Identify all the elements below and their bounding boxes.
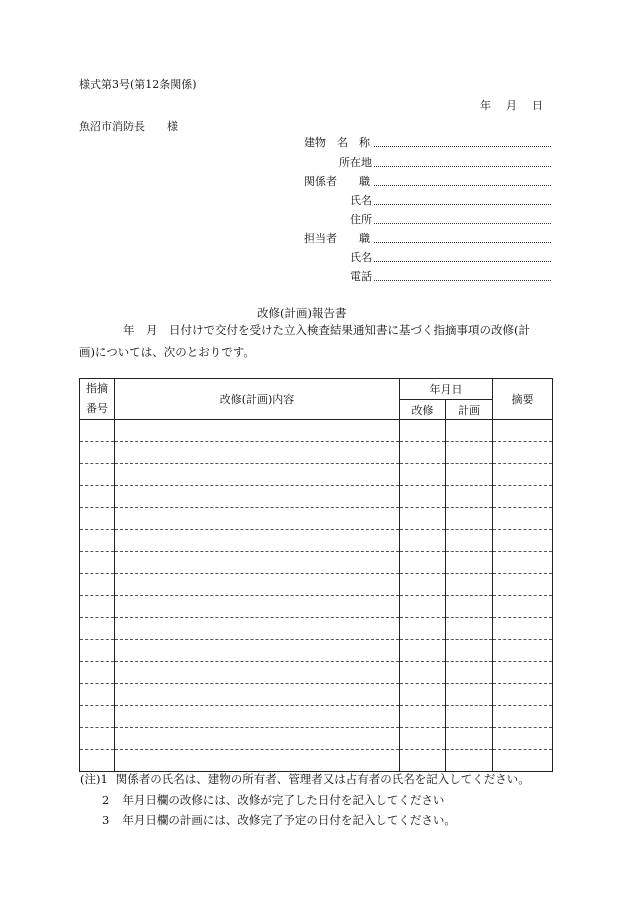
remarks-cell[interactable] (493, 662, 553, 684)
remarks-cell[interactable] (493, 486, 553, 508)
remarks-cell[interactable] (493, 552, 553, 574)
repair-date-cell[interactable] (400, 750, 446, 772)
col-header-date-repair: 改修 (400, 400, 446, 420)
remarks-cell[interactable] (493, 706, 553, 728)
number-cell[interactable] (80, 508, 115, 530)
remarks-cell[interactable] (493, 640, 553, 662)
number-cell[interactable] (80, 706, 115, 728)
plan-date-cell[interactable] (446, 596, 493, 618)
field-line-owner-address[interactable] (374, 223, 551, 224)
content-cell[interactable] (115, 508, 400, 530)
field-line-owner-title[interactable] (374, 185, 551, 186)
table-row (80, 596, 553, 618)
number-cell[interactable] (80, 662, 115, 684)
repair-date-cell[interactable] (400, 728, 446, 750)
plan-date-cell[interactable] (446, 486, 493, 508)
col-header-remarks: 摘要 (493, 379, 553, 420)
plan-date-cell[interactable] (446, 706, 493, 728)
col-header-date-group: 年月日 (400, 379, 493, 400)
table-row (80, 684, 553, 706)
content-cell[interactable] (115, 684, 400, 706)
remarks-cell[interactable] (493, 442, 553, 464)
date-line: 年 月 日 (480, 99, 545, 112)
plan-date-cell[interactable] (446, 530, 493, 552)
content-cell[interactable] (115, 706, 400, 728)
repair-date-cell[interactable] (400, 596, 446, 618)
content-cell[interactable] (115, 750, 400, 772)
plan-date-cell[interactable] (446, 574, 493, 596)
number-cell[interactable] (80, 420, 115, 442)
table-row (80, 640, 553, 662)
repair-date-cell[interactable] (400, 618, 446, 640)
repair-date-cell[interactable] (400, 640, 446, 662)
content-cell[interactable] (115, 596, 400, 618)
col-header-date-plan: 計画 (446, 400, 493, 420)
content-cell[interactable] (115, 640, 400, 662)
number-cell[interactable] (80, 618, 115, 640)
plan-date-cell[interactable] (446, 618, 493, 640)
table-row (80, 574, 553, 596)
field-label-owner-title: 関係者 職 (304, 175, 370, 188)
table-row (80, 728, 553, 750)
field-line-contact-title[interactable] (374, 242, 551, 243)
content-cell[interactable] (115, 442, 400, 464)
field-line-building-name[interactable] (374, 146, 551, 147)
note-2: 2 年月日欄の改修には、改修が完了した日付を記入してください (102, 793, 445, 807)
table-row (80, 530, 553, 552)
content-cell[interactable] (115, 464, 400, 486)
number-cell[interactable] (80, 596, 115, 618)
remarks-cell[interactable] (493, 464, 553, 486)
field-label-contact-title: 担当者 職 (304, 232, 370, 245)
table-row (80, 662, 553, 684)
plan-date-cell[interactable] (446, 464, 493, 486)
repair-date-cell[interactable] (400, 486, 446, 508)
body-line-2: 画)については、次のとおりです。 (79, 345, 255, 359)
number-cell[interactable] (80, 442, 115, 464)
remarks-cell[interactable] (493, 420, 553, 442)
plan-date-cell[interactable] (446, 684, 493, 706)
field-line-location[interactable] (374, 166, 551, 167)
number-cell[interactable] (80, 750, 115, 772)
content-cell[interactable] (115, 530, 400, 552)
table-row (80, 618, 553, 640)
number-cell[interactable] (80, 486, 115, 508)
content-cell[interactable] (115, 618, 400, 640)
field-label-owner-address: 住所 (350, 213, 372, 226)
field-line-owner-name[interactable] (374, 204, 551, 205)
plan-date-cell[interactable] (446, 552, 493, 574)
body-line-1: 年 月 日付けで交付を受けた立入検査結果通知書に基づく指摘事項の改修(計 (123, 323, 530, 337)
table-row (80, 552, 553, 574)
field-line-contact-phone[interactable] (374, 280, 551, 281)
content-cell[interactable] (115, 420, 400, 442)
note-1: (注)1 関係者の氏名は、建物の所有者、管理者又は占有者の氏名を記入してください。 (80, 772, 530, 786)
repair-date-cell[interactable] (400, 574, 446, 596)
remarks-cell[interactable] (493, 750, 553, 772)
table-row (80, 508, 553, 530)
plan-date-cell[interactable] (446, 750, 493, 772)
form-code: 様式第3号(第12条関係) (79, 78, 197, 91)
field-label-location: 所在地 (339, 156, 372, 169)
plan-date-cell[interactable] (446, 420, 493, 442)
number-cell[interactable] (80, 684, 115, 706)
plan-date-cell[interactable] (446, 442, 493, 464)
report-table-body (80, 420, 553, 772)
repair-date-cell[interactable] (400, 552, 446, 574)
table-row (80, 486, 553, 508)
content-cell[interactable] (115, 574, 400, 596)
plan-date-cell[interactable] (446, 662, 493, 684)
body-paragraph (79, 319, 549, 363)
repair-date-cell[interactable] (400, 464, 446, 486)
number-cell[interactable] (80, 728, 115, 750)
remarks-cell[interactable] (493, 596, 553, 618)
repair-date-cell[interactable] (400, 706, 446, 728)
table-row (80, 750, 553, 772)
repair-date-cell[interactable] (400, 662, 446, 684)
remarks-cell[interactable] (493, 618, 553, 640)
remarks-cell[interactable] (493, 684, 553, 706)
number-cell[interactable] (80, 464, 115, 486)
content-cell[interactable] (115, 486, 400, 508)
repair-date-cell[interactable] (400, 684, 446, 706)
col-header-number: 指摘 番号 (80, 379, 115, 420)
content-cell[interactable] (115, 728, 400, 750)
field-label-contact-name: 氏名 (350, 251, 372, 264)
table-row (80, 464, 553, 486)
repair-date-cell[interactable] (400, 442, 446, 464)
note-3: 3 年月日欄の計画には、改修完了予定の日付を記入してください。 (102, 813, 456, 827)
report-table (79, 378, 553, 772)
table-row (80, 420, 553, 442)
plan-date-cell[interactable] (446, 728, 493, 750)
remarks-cell[interactable] (493, 574, 553, 596)
table-row (80, 442, 553, 464)
number-cell[interactable] (80, 552, 115, 574)
col-header-content: 改修(計画)内容 (115, 379, 400, 420)
remarks-cell[interactable] (493, 508, 553, 530)
page-title: 改修(計画)報告書 (257, 306, 347, 320)
remarks-cell[interactable] (493, 530, 553, 552)
remarks-cell[interactable] (493, 728, 553, 750)
repair-date-cell[interactable] (400, 420, 446, 442)
table-row (80, 706, 553, 728)
field-label-contact-phone: 電話 (350, 270, 372, 283)
plan-date-cell[interactable] (446, 640, 493, 662)
field-line-contact-name[interactable] (374, 261, 551, 262)
field-label-owner-name: 氏名 (350, 194, 372, 207)
content-cell[interactable] (115, 662, 400, 684)
plan-date-cell[interactable] (446, 508, 493, 530)
repair-date-cell[interactable] (400, 530, 446, 552)
number-cell[interactable] (80, 640, 115, 662)
number-cell[interactable] (80, 530, 115, 552)
addressee: 魚沼市消防長 様 (79, 120, 178, 133)
repair-date-cell[interactable] (400, 508, 446, 530)
content-cell[interactable] (115, 552, 400, 574)
number-cell[interactable] (80, 574, 115, 596)
field-label-building-name: 建物 名 称 (304, 136, 370, 149)
